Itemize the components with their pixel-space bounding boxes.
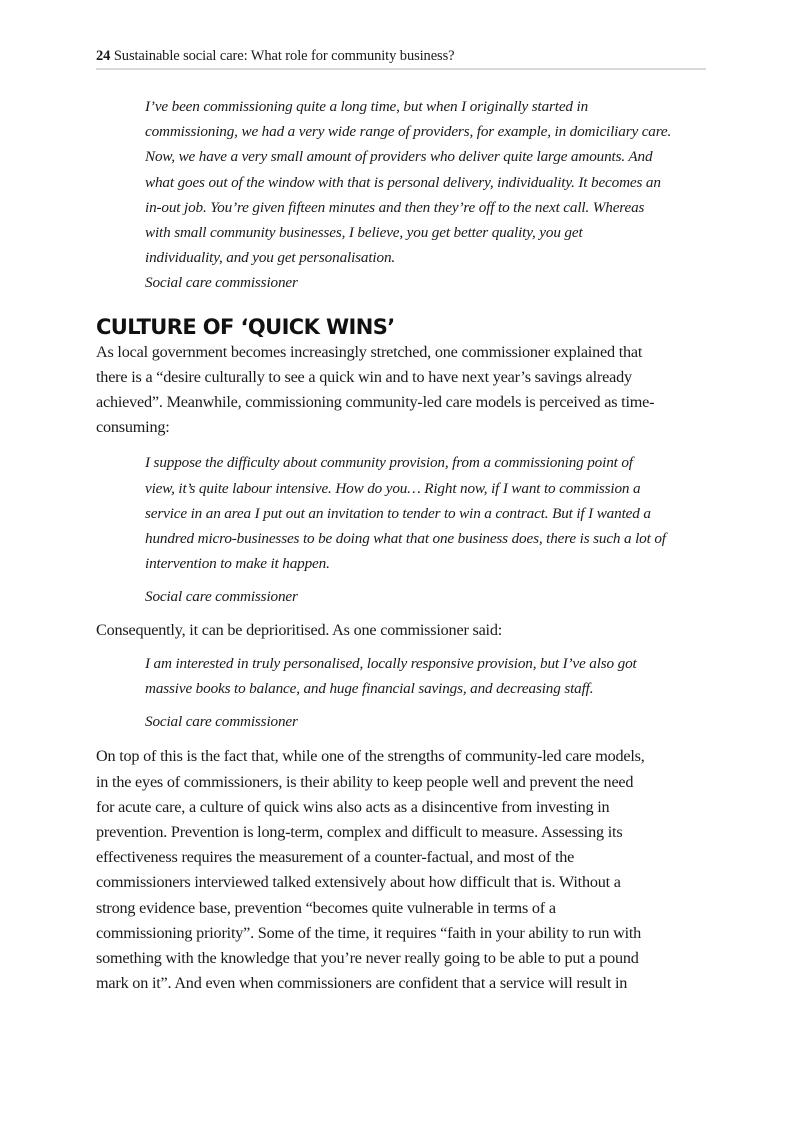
quote-line: individuality, and you get personalisation. [145, 249, 396, 267]
page-number: 24 [96, 48, 111, 64]
body-paragraph [96, 744, 706, 996]
paragraph-line: commissioning priority”. Some of the time, it requires “faith in your ability to run with [96, 923, 642, 942]
quote-line: service in an area I put out an invitation to tender to win a contract. But if I wanted a [145, 504, 651, 522]
paragraph-line: effectiveness requires the measurement of a counter-factual, and most of the [96, 848, 575, 867]
section-heading: CULTURE OF ‘QUICK WINS’ [96, 314, 395, 339]
block-quote [145, 94, 706, 296]
quote-line: hundred micro-businesses to be doing what that one business does, there is such a lot of [145, 530, 666, 548]
quote-line: massive books to balance, and huge financial savings, and decreasing staff. [145, 680, 594, 698]
quote-attribution: Social care commissioner [145, 588, 298, 606]
quote-line: in-out job. You’re given fifteen minutes and then they’re off to the next call. Whereas [145, 198, 645, 216]
quote-line: I’ve been commissioning quite a long time, but when I originally started in [145, 98, 589, 115]
quote-attribution: Social care commissioner [145, 713, 298, 731]
quote-line: intervention to make it happen. [145, 555, 330, 573]
paragraph-line: commissioners interviewed talked extensively about how difficult that is. Without a [96, 873, 621, 892]
block-quote [145, 450, 706, 609]
paragraph-line: mark on it”. And even when commissioners are confident that a service will result in [96, 974, 628, 993]
paragraph-line: in the eyes of commissioners, is their ability to keep people well and prevent the need [96, 772, 634, 791]
body-paragraph [96, 340, 706, 441]
paragraph-line: On top of this is the fact that, while one of the strengths of community-led care models, [96, 747, 645, 766]
running-header [96, 46, 706, 70]
quote-line: Now, we have a very small amount of providers who deliver quite large amounts. And [145, 148, 653, 166]
quote-line: I suppose the difficulty about community provision, from a commissioning point of [145, 454, 633, 472]
quote-line: view, it’s quite labour intensive. How do you… Right now, if I want to commission a [145, 479, 641, 497]
quote-line: what goes out of the window with that is personal delivery, individuality. It becomes an [145, 173, 661, 191]
paragraph-line: strong evidence base, prevention “becomes quite vulnerable in terms of a [96, 898, 556, 917]
block-quote [145, 651, 706, 735]
quote-line: with small community businesses, I believe, you get better quality, you get [145, 224, 583, 242]
paragraph-line: consuming: [96, 418, 170, 437]
document-page [96, 46, 706, 997]
paragraph-line: something with the knowledge that you’re never really going to be able to put a pound [96, 949, 639, 968]
paragraph-line: As local government becomes increasingly stretched, one commissioner explained that [96, 342, 643, 361]
paragraph-line: achieved”. Meanwhile, commissioning community-led care models is perceived as time- [96, 393, 655, 412]
paragraph-line: prevention. Prevention is long-term, complex and difficult to measure. Assessing its [96, 823, 623, 842]
body-paragraph: Consequently, it can be deprioritised. As one commissioner said: [96, 620, 503, 639]
quote-line: I am interested in truly personalised, locally responsive provision, but I’ve also got [145, 654, 637, 672]
paragraph-line: there is a “desire culturally to see a quick win and to have next year’s savings already [96, 367, 632, 386]
paragraph-line: for acute care, a culture of quick wins also acts as a disincentive from investing in [96, 797, 610, 816]
quote-attribution: Social care commissioner [145, 274, 298, 292]
document-title: Sustainable social care: What role for community business? [110, 48, 455, 64]
quote-line: commissioning, we had a very wide range of providers, for example, in domiciliary care. [145, 123, 672, 141]
